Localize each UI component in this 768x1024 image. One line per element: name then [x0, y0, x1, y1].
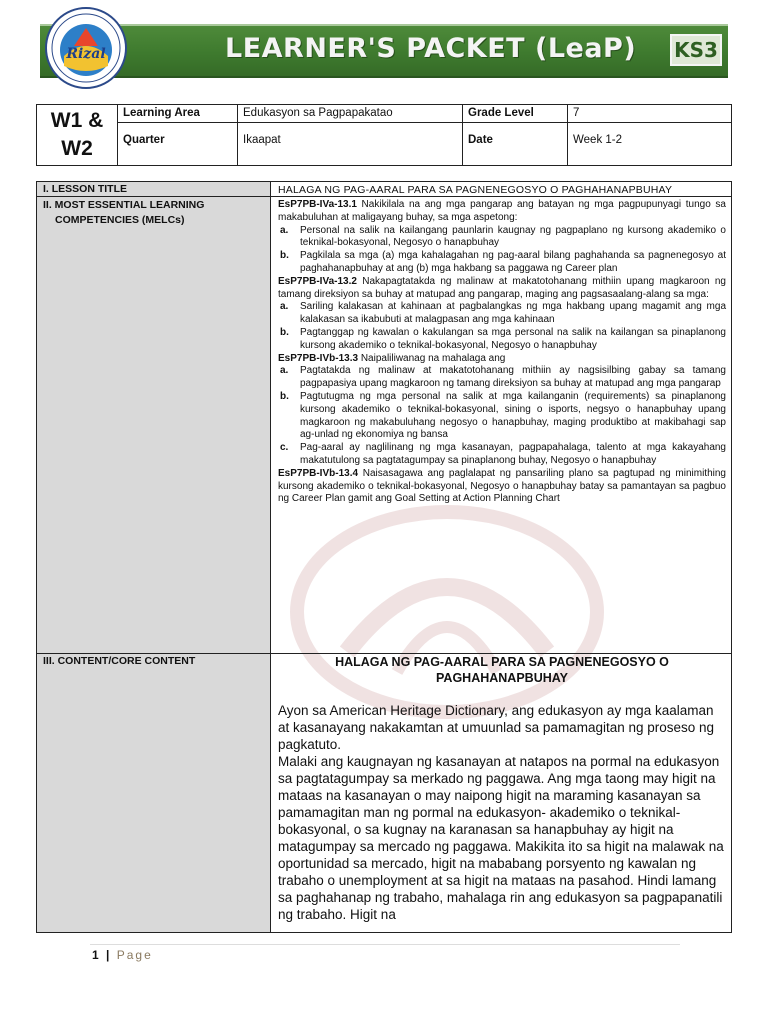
- competency-text: Nakapagtatakda ng malinaw at makatotohanang mithiin upang magkaroon ng tamang direksiyon sa buhay at matupad ang pangarap, maging ang pagsasaalang-alang sa mga:: [278, 275, 726, 300]
- melc-label-line2: COMPETENCIES (MELCs): [55, 214, 185, 226]
- list-item-text: Sariling kalakasan at kahinaan at pagbalangkas ng mga hakbang upang magamit ang mga kalakasan sa ikabubuti at malagpasan ang mga kahinaan: [300, 301, 726, 326]
- label-column: [37, 182, 271, 932]
- list-item: c. Pag-aaral ay naglilinang ng mga kasanayan, pagpapahalaga, talento at mga kakayahang makatutulong sa pagtatagumpay sa pinaplanong buhay, Negosyo o hanapbuhay: [280, 442, 726, 466]
- competency-text: Naipaliliwanag na mahalaga ang: [358, 352, 506, 364]
- list-item: a. Personal na salik na kailangang paunlarin kaugnay ng pagpaplano ng kursong akademiko o teknikal-bokasyonal, Negosyo o hanapbuhay: [280, 224, 726, 249]
- competency-code: EsP7PB-IVa-13.1: [278, 199, 357, 210]
- page-separator: |: [106, 948, 112, 962]
- melc-label: [43, 198, 263, 228]
- competency-code: EsP7PB-IVb-13.4: [278, 467, 359, 479]
- list-item-text: Pag-aaral ay naglilinang ng mga kasanayan, pagpapahalaga, talento at mga kakayahang makatutulong sa pagtatagumpay sa pinaplanong buhay, Negosyo o hanapbuhay: [300, 442, 726, 466]
- date-value: Week 1-2: [567, 122, 731, 165]
- svg-text:Rizal: Rizal: [66, 46, 106, 62]
- division-seal-logo: [44, 6, 128, 90]
- list-item-text: Personal na salik na kailangang paunlarin kaugnay ng pagpaplano ng kursong akademiko o teknikal-bokasyonal, Negosyo o hanapbuhay: [300, 224, 726, 249]
- footer-rule: [90, 944, 680, 945]
- list-item: b. Pagkilala sa mga (a) mga kahalagahan ng pag-aaral bilang paghahanda sa pagnenegosyo at paghahanapbuhay at ang (b) mga hakbang sa paggawa ng Career plan: [280, 250, 726, 274]
- list-item-text: Pagkilala sa mga (a) mga kahalagahan ng pag-aaral bilang paghahanda sa pagnenegosyo at paghahanapbuhay at ang (b) mga hakbang sa paggawa ng Career plan: [300, 250, 726, 274]
- competency-4: [278, 468, 726, 506]
- paragraph: Ayon sa American Heritage Dictionary, ang edukasyon ay mga kaalaman at kasanayang nakakamtan at umuunlad sa pamamagitan ng proseso ng pagkatuto.: [278, 703, 715, 752]
- week-label: [37, 105, 117, 165]
- ks-badge: KS3: [670, 34, 722, 66]
- competency-2: [278, 276, 726, 302]
- paragraph: Malaki ang kaugnayan ng kasanayan at natapos na pormal na edukasyon sa pagtatagumpay sa merkado ng paggawa. Ang mga taong may higit na mataas na kasanayan o may naipong higit na maraming kasanayan sa pamamagitan man ng pormal na edukasyon- akademiko o teknikal-bokasyonal, o sa kugnay na karanasan sa hanapbuhay ay higit na matagumpay sa mercado ng paggawa. Makikita ito sa higit na malawak na oportunidad sa mercado, higit na mababang porsyento ng kawalan ng trabaho o unemployment at sa higit na mataas na pasahod. Hindi lamang sa paghahanap ng trabaho, mahalaga rin ang edukasyon sa pagpapanatili ng trabaho. Higit na: [278, 754, 724, 922]
- list-item-text: Pagtatakda ng malinaw at makatotohanang mithiin ay nagsisilbing gabay sa tamang pagpapasiya upang magkaroon ng tamang direksiyon sa buhay at matupad ang mga pangarap: [300, 365, 726, 390]
- competency-code: EsP7PB-IVb-13.3: [278, 352, 359, 364]
- grade-level-value: 7: [567, 105, 731, 122]
- list-item: a. Sariling kalakasan at kahinaan at pagbalangkas ng mga hakbang upang magamit ang mga kalakasan sa ikabubuti at malagpasan ang mga kahinaan: [280, 301, 726, 326]
- info-table: [36, 104, 732, 166]
- learning-area-label: Learning Area: [117, 105, 237, 122]
- packet-title: LEARNER'S PACKET (LeaP): [225, 33, 637, 64]
- quarter-value: Ikaapat: [237, 122, 462, 165]
- competency-1: [278, 199, 726, 225]
- competency-text: Nakikilala na ang mga pangarap ang batayan ng mga pagpupunyagi tungo sa makabuluhan at maligayang buhay, sa mga aspetong:: [278, 199, 726, 223]
- list-item-text: Pagtutugma ng mga personal na salik at mga kailanganin (requirements) sa pinaplanong kursong akademiko o teknikal-bokasyonal, sining o isports, negsyo o hanapbuhay upang magkaroon ng makabuluhang negosyo o hanapbuhay, maging produktibo at makibahagi sap ag-unlad ng ekonomiya ng bansa: [300, 390, 726, 441]
- list-item: a. Pagtatakda ng malinaw at makatotohanang mithiin ay nagsisilbing gabay sa tamang pagpapasiya upang magkaroon ng tamang direksiyon sa buhay at matupad ang mga pangarap: [280, 365, 726, 390]
- competency-code: EsP7PB-IVa-13.2: [278, 275, 357, 287]
- content-title-line1: HALAGA NG PAG-AARAL PARA SA PAGNENEGOSYO O: [335, 655, 669, 669]
- grade-level-label: Grade Level: [462, 105, 567, 122]
- watermark-emblem: [287, 502, 607, 722]
- content-body: [278, 702, 726, 923]
- lesson-table: [36, 181, 732, 933]
- list-item: b. Pagtanggap ng kawalan o kakulangan sa mga personal na salik na kailangan sa pinaplanong kursong akademiko o teknikal-bokasyonal, Negosyo o hanapbuhay: [280, 326, 726, 351]
- learning-area-value: Edukasyon sa Pagpapakatao: [237, 105, 462, 122]
- lesson-title: HALAGA NG PAG-AARAL PARA SA PAGNENEGOSYO O PAGHAHANAPBUHAY: [278, 184, 673, 196]
- competency-text: Naisasagawa ang paglalapat ng pansariling plano sa pagtupad ng minimithing kursong akademiko o teknikal-bokasyonal, Negosyo o hanapbuhay batay sa pamantayan sa pagbuo ng Career Plan gamit ang Goal Setting at Action Planning Chart: [278, 467, 726, 505]
- quarter-label: Quarter: [117, 122, 237, 165]
- melc-list: [278, 199, 726, 506]
- list-item: b. Pagtutugma ng mga personal na salik at mga kailanganin (requirements) sa pinaplanong kursong akademiko o teknikal-bokasyonal, sining o isports, negsyo o hanapbuhay upang magkaroon ng makabuluhang negosyo o hanapbuhay, maging produktibo at makibahagi sap ag-unlad ng ekonomiya ng bansa: [280, 390, 726, 441]
- content-label: III. CONTENT/CORE CONTENT: [43, 655, 196, 667]
- page-footer: [92, 948, 153, 962]
- melc-label-line1: II. MOST ESSENTIAL LEARNING: [43, 199, 205, 211]
- week-text: W1 & W2: [50, 109, 104, 160]
- list-item-text: Pagtanggap ng kawalan o kakulangan sa mga personal na salik na kailangan sa pinaplanong kursong akademiko o teknikal-bokasyonal, Negosyo o hanapbuhay: [300, 326, 726, 351]
- page-number: 1: [92, 948, 101, 962]
- competency-3: [278, 353, 726, 366]
- page-label: Page: [116, 948, 153, 962]
- content-title: [278, 654, 726, 686]
- date-label: Date: [462, 122, 567, 165]
- header-banner: [40, 24, 728, 78]
- lesson-title-label: I. LESSON TITLE: [43, 183, 128, 195]
- content-title-line2: PAGHAHANAPBUHAY: [436, 671, 568, 685]
